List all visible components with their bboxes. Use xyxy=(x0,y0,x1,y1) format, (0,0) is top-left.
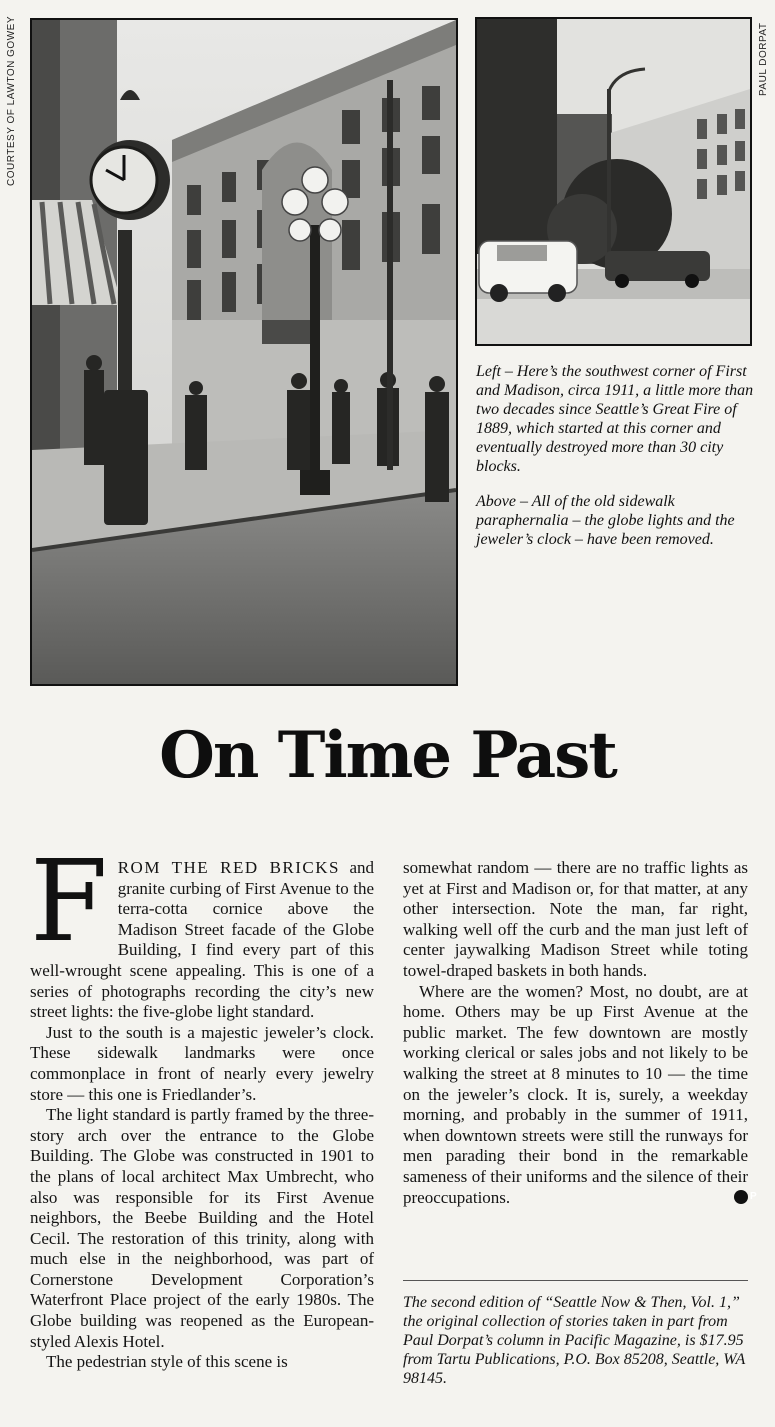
paragraph-1 xyxy=(30,837,374,1023)
drop-cap: F xyxy=(30,837,108,967)
caption-left: Left – Here’s the southwest corner of First and Madison, circa 1911, a little more than two decades since Seattle’s Great Fire of 1889, which started at this corner and eventually destroyed more than 30 city blocks. xyxy=(476,363,754,475)
book-promo: The second edition of “Seattle Now & Then, Vol. 1,” the original collection of stories taken in part from Paul Dorpat’s column in Pacific Magazine, is $17.95 from Tartu Publications, P.O. Box 85208, Seattle, WA 98145. xyxy=(403,1294,745,1387)
paragraph-3: The light standard is partly framed by the three-story arch over the entrance to the Globe Building. The Globe was constructed in 1901 to the plans of local architect Max Umbrecht, who also was responsible for its First Avenue neighbors, the Beebe Building and the Hotel Cecil. The restoration of this trinity, along with much else in the neighborhood, was part of Cornerstone Development Corporation’s Waterfront Place project of the early 1980s. The Globe building was reopened as the European-styled Alexis Hotel. xyxy=(30,1105,374,1351)
caption-above: Above – All of the old sidewalk paraphernalia – the globe lights and the jeweler’s clock – have been removed. xyxy=(476,493,735,548)
article-column-2 xyxy=(403,858,757,1208)
divider-rule xyxy=(403,1280,748,1281)
paragraph-4-start: The pedestrian style of this scene is xyxy=(46,1352,288,1372)
lead-in: ROM THE RED BRICKS xyxy=(117,858,340,877)
paragraph-4-continued: somewhat random — there are no traffic lights as yet at First and Madison or, for that matter, at any other intersection. Note the man, far right, walking well off the curb and the man just left of center jaywalking Madison Street while toting towel-draped baskets in both hands. xyxy=(403,858,748,980)
photo-credit-left: COURTESY OF LAWTON GOWEY xyxy=(6,16,17,186)
paragraph-5-text: Where are the women? Most, no doubt, are at home. Others may be up First Avenue at the public market. The few downtown are mostly working clerical or sales jobs and not likely to be walking the street at 8 minutes to 10 — the time on the jeweler’s clock. It is, surely, a weekday morning, and probably in the summer of 1911, when downtown streets were still the runways for men parading their bond in the remarkable sameness of their uniforms and the silence of their preoccupations. xyxy=(403,981,748,1207)
end-mark-icon: P xyxy=(734,1190,748,1204)
modern-photo-illustration xyxy=(477,19,750,344)
paragraph-1-text: and granite curbing of First Avenue to the terra-cotta cornice above the Madison Street facade of the Globe Building, I find every part of this well-wrought scene appealing. This is one of a series of photographs recording the city’s new street lights: the five-globe light standard. xyxy=(30,858,374,1022)
article-column-1 xyxy=(30,837,374,1373)
headline: On Time Past xyxy=(159,718,616,793)
modern-photo xyxy=(475,17,752,346)
paragraph-2: Just to the south is a majestic jeweler’s clock. These sidewalk landmarks were once commonplace in front of nearly every jewelry store — this one is Friedlander’s. xyxy=(30,1022,374,1104)
paragraph-5 xyxy=(403,981,757,1209)
photo-captions xyxy=(476,362,758,565)
historic-photo-1911 xyxy=(30,18,458,686)
photo-credit-right: PAUL DORPAT xyxy=(758,22,769,96)
historic-photo-illustration xyxy=(32,20,456,684)
